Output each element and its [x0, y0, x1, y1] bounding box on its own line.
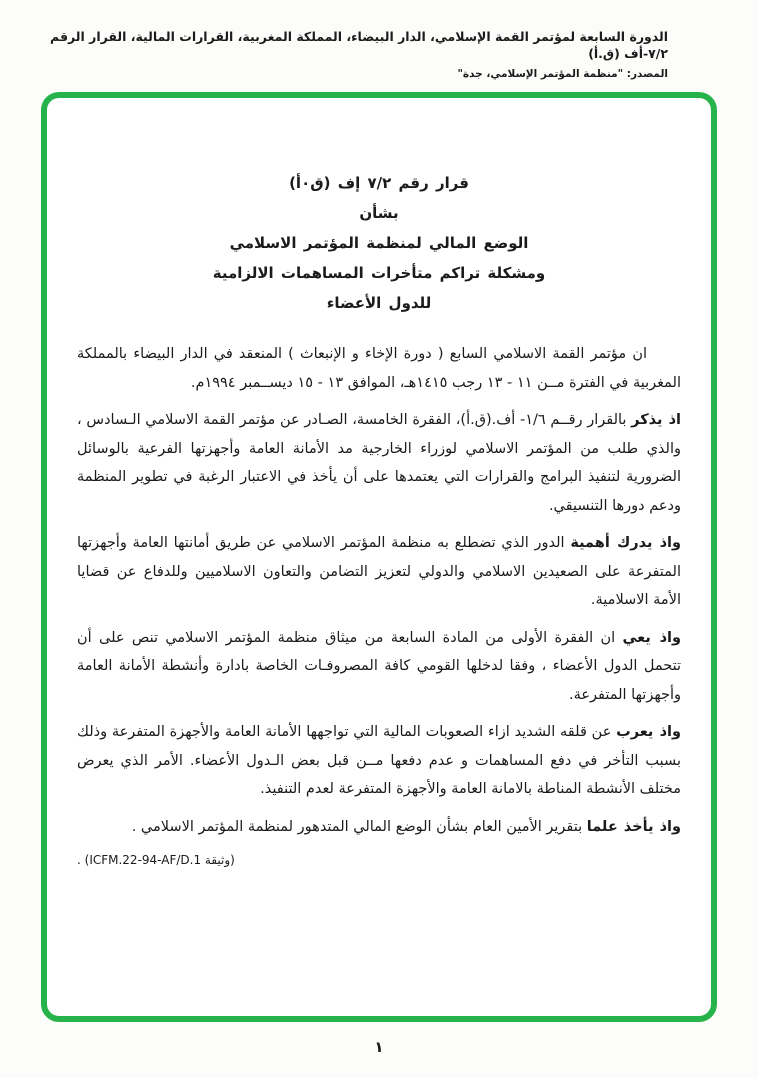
- paragraph-text: الدور الذي تضطلع به منظمة المؤتمر الاسلامي عن طريق أمانتها العامة وأجهزتها المتفرعة على الصعيدين الاسلامي والدولي لتعزيز التضامن والتعاون الاسلاميين وللدفاع عن قضايا الأمة الاسلامية.: [77, 535, 681, 608]
- paragraph-lead: واذ يعي: [622, 629, 681, 646]
- title-line-financial-situation: الوضع المالي لمنظمة المؤتمر الاسلامي: [229, 234, 529, 252]
- resolution-number-title: قرار رقم ٧/٢ إف (ق٠أ): [289, 174, 469, 192]
- document-header: [40, 28, 668, 81]
- document-content: [47, 98, 711, 870]
- paragraph-text: عن قلقه الشديد ازاء الصعوبات المالية التي تواجهها الأمانة العامة والأجهزة المتفرعة وذلك بسبب التأخر في دفع المساهمات و عدم دفعها مــن قبل بعض الـدول الأعضاء. الأمر الذي يعرض مختلف الأنشطة المناطة بالامانة العامة والأجهزة المتفرعة لعدم التنفيذ.: [77, 724, 681, 797]
- green-border-frame: [41, 92, 717, 1022]
- title-line-arrears-problem: ومشكلة تراكم متأخرات المساهمات الالزامية: [212, 264, 546, 282]
- subject-label: بشأن: [359, 204, 399, 222]
- body-paragraph: [77, 340, 681, 397]
- body-paragraph: [77, 406, 681, 520]
- body-paragraph: [77, 813, 681, 842]
- paragraph-text: بتقرير الأمين العام بشأن الوضع المالي المتدهور لمنظمة المؤتمر الاسلامي .: [131, 818, 583, 835]
- paragraph-text: بالقرار رقــم ١/٦- أف.(ق.أ)، الفقرة الخامسة، الصـادر عن مؤتمر القمة الاسلامي الـسادس ، والذي طلب من المؤتمر الاسلامي لوزراء الخارجية مد الأمانة العامة وأجهزتها الفرعية بالوسائل الضرورية لتنفيذ البرامج والقرارات التي يعتمدها على أن يأخذ في الاعتبار الرغبة في تطوير المنظمة ودعم دورها التنسيقي.: [77, 412, 681, 514]
- body-paragraph: [77, 529, 681, 615]
- paragraph-lead: اذ يذكر: [631, 412, 682, 428]
- page-number: ١: [374, 1038, 384, 1056]
- body-paragraph: [77, 718, 681, 804]
- paragraph-text: ان مؤتمر القمة الاسلامي السابع ( دورة الإخاء و الإنبعاث ) المنعقد في الدار البيضاء بالمملكة المغربية في الفترة مــن ١١ - ١٣ رجب ١٤١٥هـ، الموافق ١٣ - ١٥ ديســمبر ١٩٩٤م.: [77, 346, 681, 391]
- paragraph-text: ان الفقرة الأولى من المادة السابعة من ميثاق منظمة المؤتمر الاسلامي تنص على أن تتحمل الدول الأعضاء ، وفقا لدخلها القومي كافة المصروفـات الخاصة بادارة وأنشطة الأمانة العامة وأجهزتها المتفرعة.: [77, 629, 681, 703]
- paragraph-lead: واذ يأخذ علما: [586, 818, 681, 835]
- header-citation: الدورة السابعة لمؤتمر القمة الإسلامي، الدار البيضاء، المملكة المغربية، القرارات المالية، القرار الرقم ٧/٢-أف (ق.أ): [50, 29, 668, 61]
- resolution-body: [77, 340, 681, 870]
- title-block: [77, 168, 681, 318]
- paragraph-lead: واذ يعرب: [616, 724, 681, 740]
- title-line-member-states: للدول الأعضاء: [326, 294, 432, 312]
- header-source: المصدر: "منظمة المؤتمر الإسلامي، جدة": [457, 68, 668, 80]
- paragraph-lead: واذ يدرك أهمية: [570, 535, 682, 551]
- body-paragraph: [77, 624, 681, 710]
- document-reference-number: (وثيقة ICFM.22-94-AF/D.1) .: [77, 853, 235, 867]
